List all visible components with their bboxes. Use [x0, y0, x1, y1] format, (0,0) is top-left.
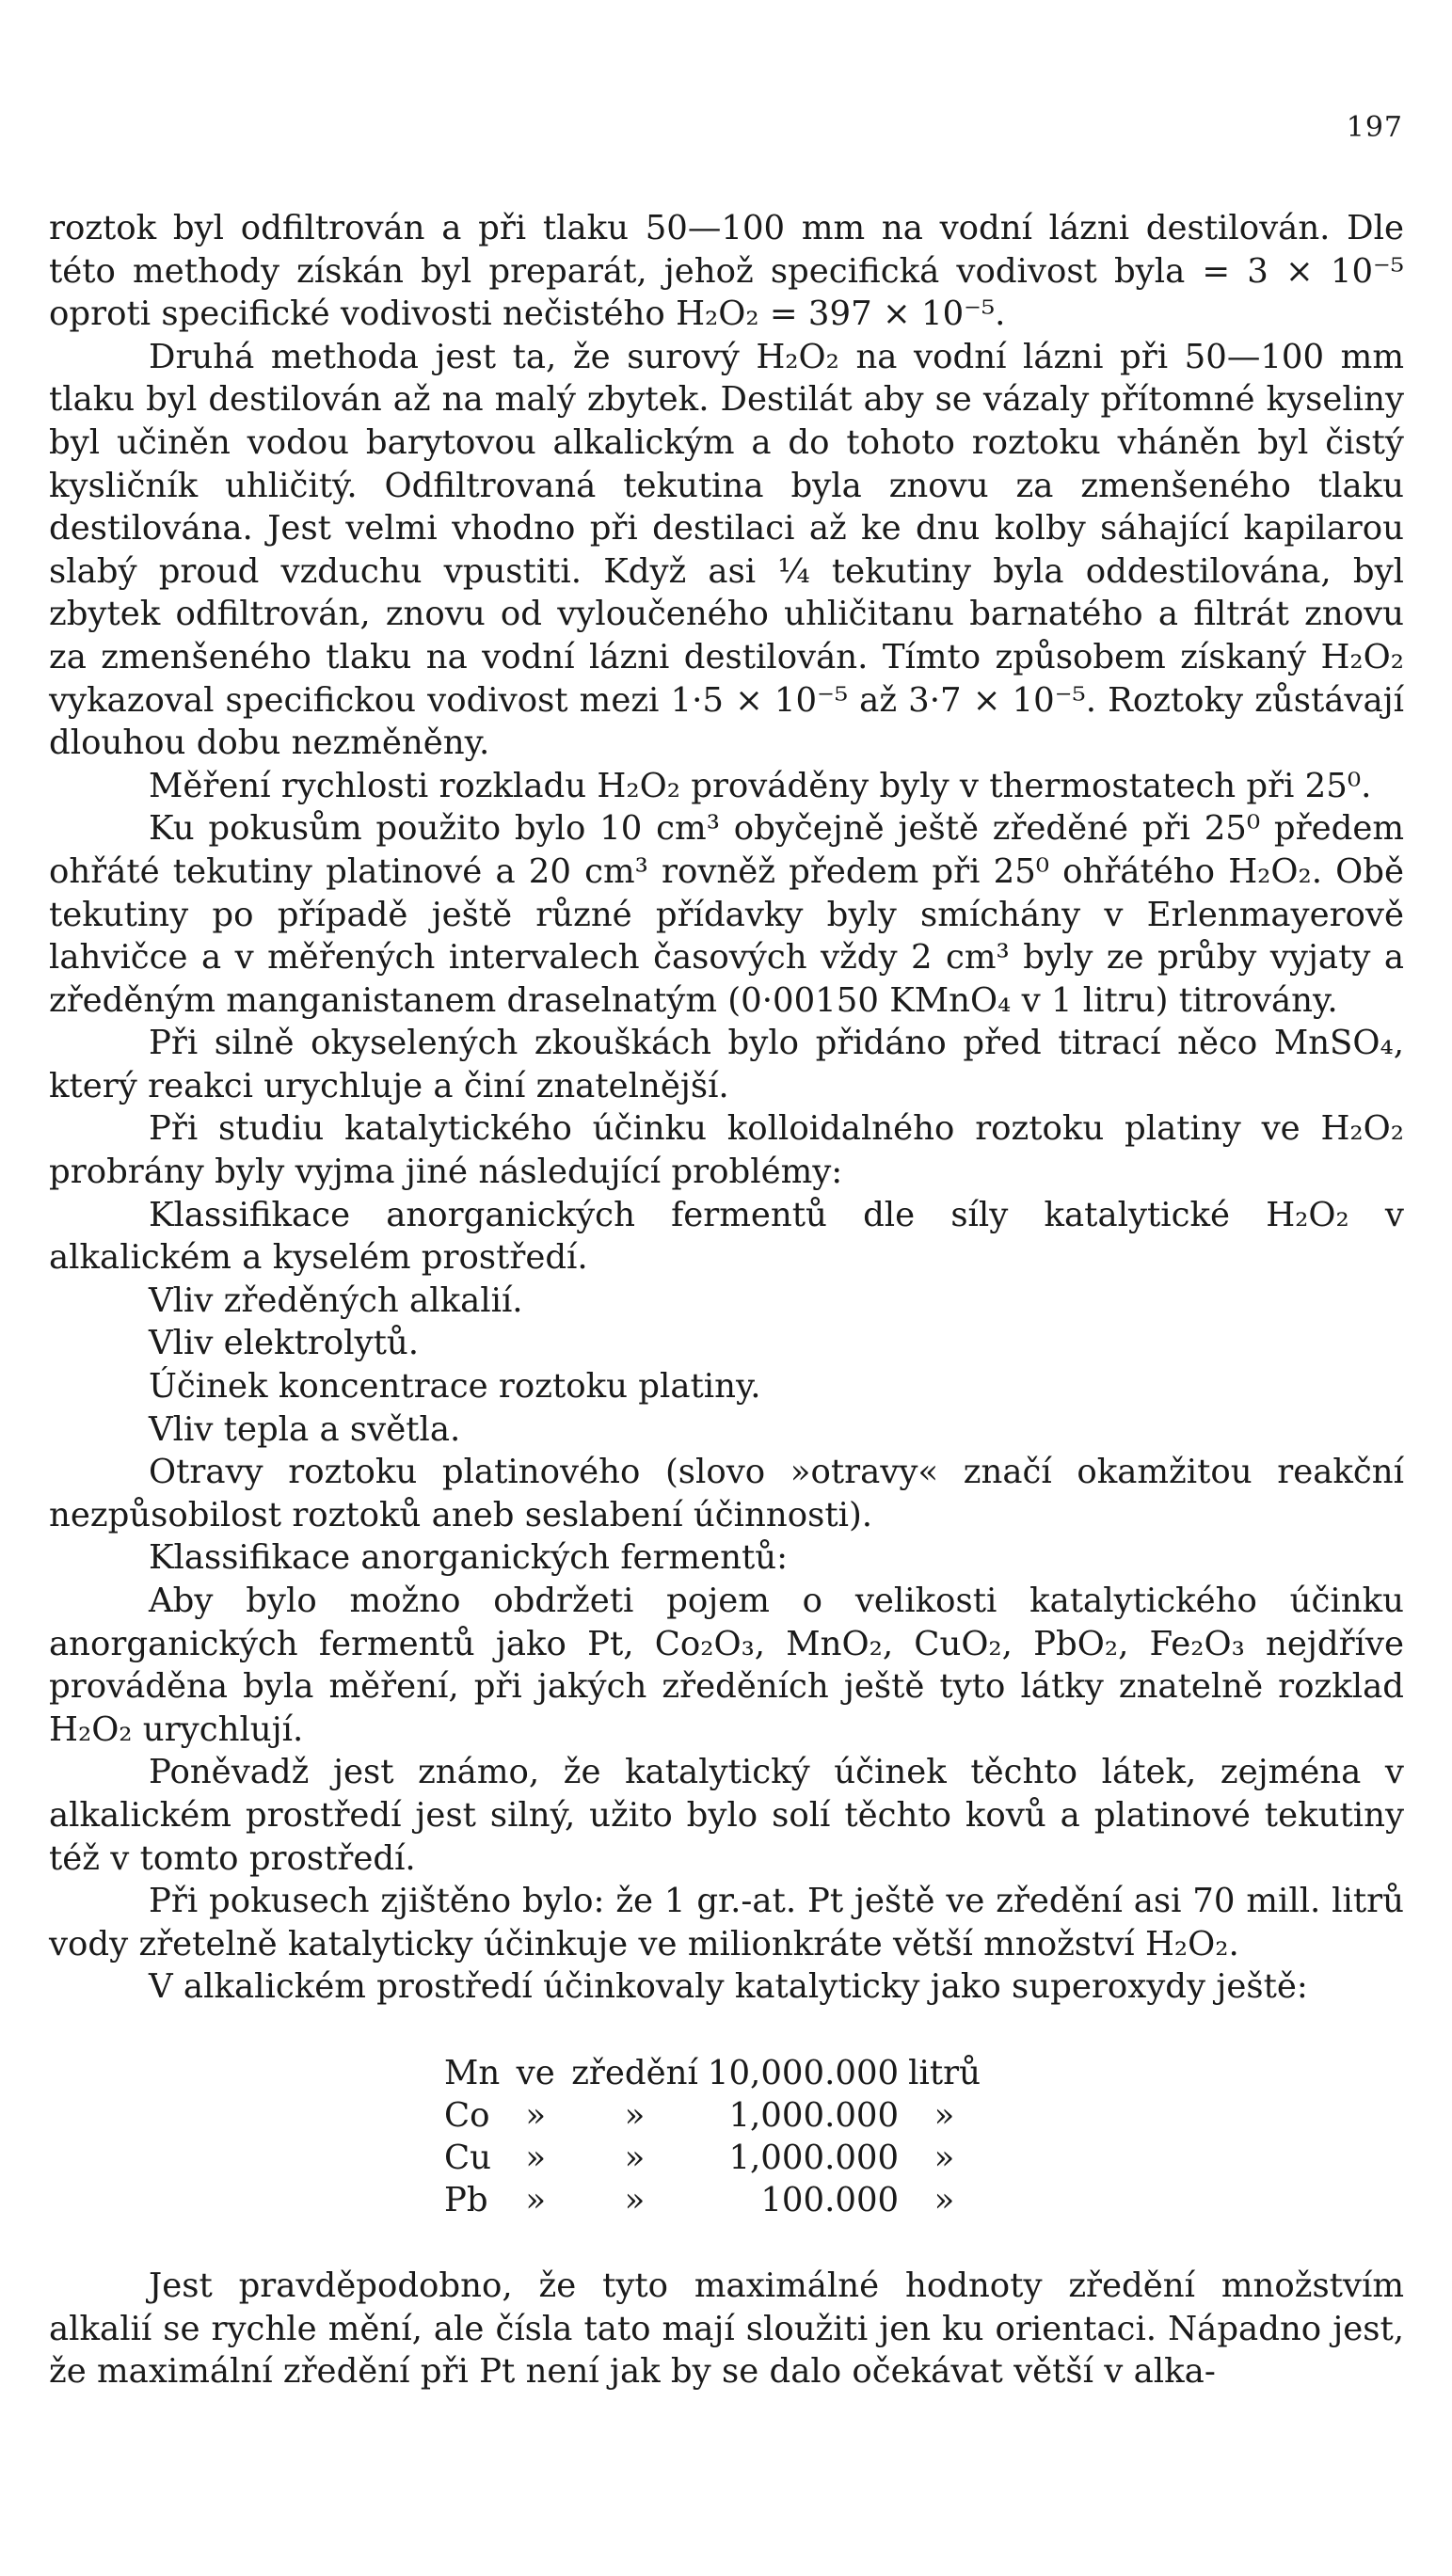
unit-cell: litrů: [908, 2053, 981, 2092]
problem-item-3: Vliv elektrolytů.: [149, 1324, 419, 1363]
section-heading-classification: Klassifikace anorganických fermentů:: [149, 1538, 789, 1578]
paragraph-1: roztok byl odfiltrován a při tlaku 50—100 mm na vodní lázni destilován. Dle této methody získán byl preparát, jehož specifická vodivost byla = 3 × 10⁻⁵ oproti specifické vodivosti nečistého H₂O₂ = 397 × 10⁻⁵.: [49, 209, 1404, 334]
ditto-cell: »: [624, 2138, 646, 2177]
ditto-cell: zředění: [571, 2053, 698, 2092]
ditto-cell: »: [525, 2095, 547, 2135]
table-row: [444, 2179, 990, 2221]
metal-cell: Cu: [444, 2138, 492, 2177]
value-cell: 10,000.000: [707, 2053, 900, 2092]
paragraph-11: Jest pravděpodobno, že tyto maximálné hodnoty zředění množstvím alkalií se rychle mění, ale čísla tato mají sloužiti jen ku orientaci. Nápadno jest, že maximální zředění při Pt není jak by se dalo očekávat větší v alka-: [49, 2266, 1404, 2392]
paragraph-4: Ku pokusům použito bylo 10 cm³ obyčejně ještě zředěné při 25⁰ předem ohřáté tekutiny platinové a 20 cm³ rovněž předem při 25⁰ ohřátého H₂O₂. Obě tekutiny po případě ještě různé přídavky byly smíchány v Erlenmayerově lahvičce a v měřených intervalech časových vždy 2 cm³ byly ze průby vyjaty a zředěným manganistanem draselnatým (0·00150 KMnO₄ v 1 litru) titrovány.: [49, 809, 1404, 1020]
body-text: [49, 207, 1404, 2393]
ditto-cell: »: [624, 2095, 646, 2135]
ditto-cell: ve: [516, 2053, 555, 2092]
unit-cell: »: [933, 2138, 955, 2177]
ditto-cell: »: [525, 2138, 547, 2177]
paragraph-6: Při studiu katalytického účinku kolloidalného roztoku platiny ve H₂O₂ probrány byly vyjma jiné následující problémy:: [49, 1109, 1404, 1192]
value-cell: 1,000.000: [728, 2095, 900, 2135]
ditto-cell: »: [525, 2180, 547, 2219]
value-cell: 100.000: [760, 2180, 900, 2219]
table-row: [444, 2052, 990, 2094]
unit-cell: »: [933, 2180, 955, 2219]
problem-item-4: Účinek koncentrace roztoku platiny.: [149, 1367, 761, 1407]
ditto-cell: »: [624, 2180, 646, 2219]
metal-cell: Mn: [444, 2053, 501, 2092]
problem-item-1: Klassifikace anorganických fermentů dle síly katalytické H₂O₂ v alkalickém a kyselém prostředí.: [49, 1195, 1404, 1278]
paragraph-5: Při silně okyselených zkouškách bylo přidáno před titrací něco MnSO₄, který reakci urychluje a činí znatelnější.: [49, 1024, 1404, 1105]
paragraph-3: Měření rychlosti rozkladu H₂O₂ prováděny byly v thermostatech při 25⁰.: [149, 766, 1372, 805]
unit-cell: »: [933, 2095, 955, 2135]
paragraph-7: Aby bylo možno obdržeti pojem o velikosti katalytického účinku anorganických fermentů jako Pt, Co₂O₃, MnO₂, CuO₂, PbO₂, Fe₂O₃ nejdříve prováděna byla měření, při jakých zředěních ještě tyto látky znatelně rozklad H₂O₂ urychlují.: [49, 1582, 1404, 1749]
table-row: [444, 2094, 990, 2137]
page-number: 197: [1346, 111, 1403, 144]
value-cell: 1,000.000: [728, 2138, 900, 2177]
paragraph-8: Poněvadž jest známo, že katalytický účinek těchto látek, zejména v alkalickém prostředí jest silný, užito bylo solí těchto kovů a platinové tekutiny též v tomto prostředí.: [49, 1753, 1404, 1878]
dilution-table: [444, 2052, 990, 2221]
metal-cell: Pb: [444, 2180, 488, 2219]
paragraph-9: Při pokusech zjištěno bylo: že 1 gr.-at. Pt ještě ve zředění asi 70 mill. litrů vody zřetelně katalyticky účinkuje ve milionkráte větší množství H₂O₂.: [49, 1882, 1404, 1964]
problem-item-5: Vliv tepla a světla.: [149, 1409, 461, 1449]
table-row: [444, 2137, 990, 2179]
problem-item-6: Otravy roztoku platinového (slovo »otravy« značí okamžitou reakční nezpůsobilost roztoků aneb seslabení účinnosti).: [49, 1453, 1404, 1534]
dilution-table-wrap: [444, 2052, 1404, 2221]
paragraph-10: V alkalickém prostředí účinkovaly katalyticky jako superoxydy ještě:: [149, 1967, 1308, 2007]
problem-item-2: Vliv zředěných alkalií.: [149, 1280, 523, 1320]
metal-cell: Co: [444, 2095, 490, 2135]
paragraph-2: Druhá methoda jest ta, že surový H₂O₂ na vodní lázni při 50—100 mm tlaku byl destilován až na malý zbytek. Destilát aby se vázaly přítomné kyseliny byl učiněn vodou barytovou alkalickým a do tohoto roztoku vháněn byl čistý kysličník uhličitý. Odfiltrovaná tekutina byla znovu za zmenšeného tlaku destilována. Jest velmi vhodno při destilaci až ke dnu kolby sáhající kapilarou slabý proud vzduchu vpustiti. Když asi ¼ tekutiny byla oddestilována, byl zbytek odfiltrován, znovu od vyloučeného uhličitanu barnatého a filtrát znovu za zmenšeného tlaku na vodní lázni destilován. Tímto způsobem získaný H₂O₂ vykazoval specifickou vodivost mezi 1·5 × 10⁻⁵ až 3·7 × 10⁻⁵. Roztoky zůstávají dlouhou dobu nezměněny.: [49, 337, 1404, 763]
